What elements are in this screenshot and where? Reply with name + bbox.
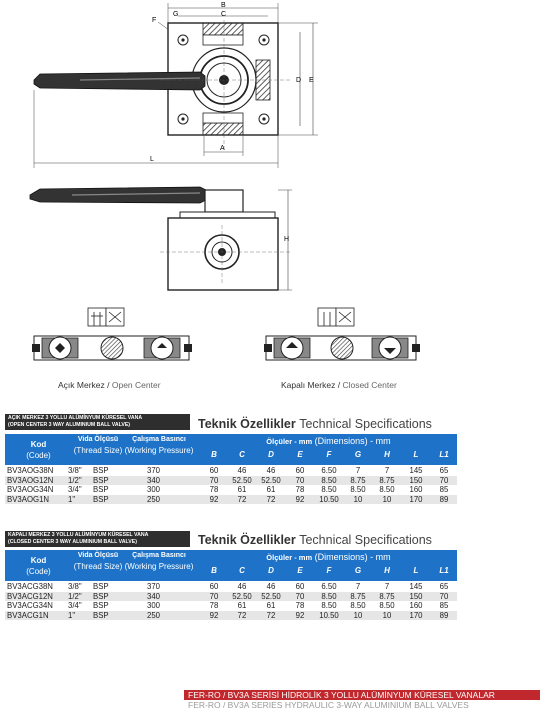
valve-top-view-drawing: [0, 0, 540, 175]
dim-cell-b: 70: [209, 591, 219, 601]
thread-size-header: Vida Ölçüsü (Thread Size): [73, 436, 123, 455]
closed-table-rows: [5, 582, 457, 620]
dim-cell-h: 8.50: [379, 601, 395, 610]
dim-cell-e: 92: [295, 494, 305, 504]
dim-cell-l: 150: [409, 475, 423, 485]
dim-col-l: L: [413, 566, 419, 575]
pressure-cell: 340: [147, 591, 161, 601]
dim-cell-g: 10: [353, 494, 363, 504]
dim-cell-l: 170: [409, 610, 423, 620]
dim-col-e: E: [297, 450, 303, 459]
dim-cell-l1: 65: [439, 582, 449, 591]
dim-col-e: E: [297, 566, 303, 575]
pressure-cell: 300: [147, 485, 161, 494]
closed-table-block-title: [5, 531, 190, 547]
table-row: [5, 485, 457, 495]
code-cell: BV3AOG1N: [7, 494, 50, 504]
dimension-columns: [200, 566, 457, 578]
dim-cell-c: 72: [237, 494, 247, 504]
thread-size-cell: 3/8": [68, 466, 82, 475]
dim-col-f: F: [326, 566, 332, 575]
dim-cell-g: 8.75: [350, 475, 366, 485]
dim-cell-c: 72: [237, 610, 247, 620]
dim-cell-l1: 65: [439, 466, 449, 475]
dim-cell-e: 70: [295, 591, 305, 601]
dim-cell-g: 8.50: [350, 485, 366, 494]
spec-title-tr: Teknik Özellikler: [198, 533, 296, 547]
code-cell: BV3ACG34N: [7, 601, 53, 610]
thread-size-header: Vida Ölçüsü (Thread Size): [73, 552, 123, 571]
thread-size-cell: 1": [68, 610, 76, 620]
closed-table-title-line1: KAPALI MERKEZ 3 YOLLU ALÜMİNYUM KÜRESEL VANA: [8, 532, 149, 538]
closed-center-en: Closed Center: [342, 380, 397, 390]
dim-cell-h: 8.75: [379, 591, 395, 601]
dim-cell-b: 70: [209, 475, 219, 485]
closed-center-caption: [281, 380, 397, 390]
thread-size-cell: 3/4": [68, 485, 82, 494]
dim-cell-d: 46: [266, 582, 276, 591]
code-cell: BV3ACG38N: [7, 582, 53, 591]
dim-cell-e: 78: [295, 601, 305, 610]
dim-col-d: D: [268, 566, 274, 575]
pressure-cell: 300: [147, 601, 161, 610]
dim-col-b: B: [211, 450, 217, 459]
dim-cell-l: 145: [409, 466, 423, 475]
code-cell: BV3AOG34N: [7, 485, 54, 494]
dim-cell-f: 8.50: [321, 601, 337, 610]
dim-cell-h: 8.75: [379, 475, 395, 485]
dim-label-b: B: [221, 2, 226, 9]
dim-cell-c: 61: [237, 601, 247, 610]
dim-cell-h: 10: [382, 610, 392, 620]
dim-cell-h: 8.50: [379, 485, 395, 494]
dim-cell-f: 8.50: [321, 591, 337, 601]
open-table-title-line1: AÇIK MERKEZ 3 YOLLU ALÜMİNYUM KÜRESEL VANA: [8, 415, 143, 421]
dim-label-f: F: [152, 17, 157, 24]
dim-col-l1: L1: [439, 450, 449, 459]
code-header: Kod (Code): [26, 440, 51, 460]
dim-cell-l1: 85: [439, 601, 449, 610]
dim-cell-d: 52.50: [261, 591, 281, 601]
pressure-cell: 340: [147, 475, 161, 485]
spec-title-tr: Teknik Özellikler: [198, 417, 296, 431]
dim-cell-l: 160: [409, 485, 423, 494]
dim-cell-f: 6.50: [321, 466, 337, 475]
dim-col-d: D: [268, 450, 274, 459]
dim-cell-g: 7: [355, 466, 361, 475]
thread-type-cell: BSP: [93, 610, 109, 620]
dim-cell-f: 8.50: [321, 485, 337, 494]
dim-col-h: H: [384, 450, 390, 459]
dim-cell-l1: 70: [439, 475, 449, 485]
thread-type-cell: BSP: [93, 466, 109, 475]
thread-type-cell: BSP: [93, 601, 109, 610]
open-table-header: [5, 434, 457, 465]
open-center-en: Open Center: [111, 380, 161, 390]
dimensions-header: Ölçüler - mm (Dimensions) - mm: [266, 552, 391, 562]
open-table-rows: [5, 466, 457, 504]
dim-cell-l1: 70: [439, 591, 449, 601]
open-center-tr: Açık Merkez: [58, 380, 105, 390]
footer-line1: FER-RO / BV3A SERİSİ HİDROLİK 3 YOLLU ALÜMİNYUM KÜRESEL VANALAR: [184, 690, 540, 700]
dim-cell-f: 10.50: [319, 494, 339, 504]
dim-cell-l1: 89: [439, 610, 449, 620]
working-pressure-header: Çalışma Basıncı (Working Pressure): [124, 436, 194, 455]
dim-col-f: F: [326, 450, 332, 459]
table-row: [5, 476, 457, 486]
table-row: [5, 592, 457, 602]
thread-size-cell: 3/8": [68, 582, 82, 591]
code-cell: BV3AOG38N: [7, 466, 54, 475]
dim-label-c: C: [221, 11, 227, 18]
table-row: [5, 611, 457, 621]
dim-col-c: C: [239, 566, 245, 575]
dim-cell-d: 72: [266, 610, 276, 620]
closed-center-tr: Kapalı Merkez: [281, 380, 336, 390]
valve-side-view-drawing: [0, 175, 540, 295]
dim-label-l: L: [150, 156, 154, 163]
dim-cell-c: 52.50: [232, 591, 252, 601]
dim-cell-f: 10.50: [319, 610, 339, 620]
pressure-cell: 370: [147, 466, 161, 475]
dim-cell-b: 78: [209, 485, 219, 494]
dim-cell-e: 60: [295, 466, 305, 475]
dim-label-e: E: [309, 77, 314, 84]
dim-col-l: L: [413, 450, 419, 459]
dim-cell-l: 170: [409, 494, 423, 504]
dim-cell-d: 52.50: [261, 475, 281, 485]
dim-cell-l: 150: [409, 591, 423, 601]
open-table-spec-title: [198, 417, 432, 431]
dim-cell-c: 52.50: [232, 475, 252, 485]
dimensions-header: Ölçüler - mm (Dimensions) - mm: [266, 436, 391, 446]
closed-table-header: [5, 550, 457, 581]
dim-col-b: B: [211, 566, 217, 575]
dim-cell-c: 61: [237, 485, 247, 494]
dim-cell-d: 72: [266, 494, 276, 504]
table-row: [5, 582, 457, 592]
dim-cell-g: 8.50: [350, 601, 366, 610]
dim-cell-e: 92: [295, 610, 305, 620]
thread-type-cell: BSP: [93, 494, 109, 504]
thread-size-cell: 3/4": [68, 601, 82, 610]
caption-separator: /: [335, 380, 343, 390]
dim-cell-g: 8.75: [350, 591, 366, 601]
working-pressure-header: Çalışma Basıncı (Working Pressure): [124, 552, 194, 571]
dim-cell-e: 70: [295, 475, 305, 485]
dim-cell-l1: 85: [439, 485, 449, 494]
open-center-caption: [58, 380, 161, 390]
table-row: [5, 495, 457, 505]
open-center-schematic: [30, 300, 195, 378]
dim-cell-f: 8.50: [321, 475, 337, 485]
spec-title-en: Technical Specifications: [299, 533, 432, 547]
closed-table-title-line2: (CLOSED CENTER 3 WAY ALUMINIUM BALL VALVE): [8, 539, 137, 545]
dim-cell-l1: 89: [439, 494, 449, 504]
dim-label-g: G: [173, 11, 179, 18]
thread-size-cell: 1": [68, 494, 76, 504]
dim-cell-b: 92: [209, 494, 219, 504]
closed-table-spec-title: [198, 533, 432, 547]
dim-label-a: A: [220, 145, 225, 152]
pressure-cell: 250: [147, 494, 161, 504]
code-header: Kod (Code): [26, 556, 51, 576]
spec-title-en: Technical Specifications: [299, 417, 432, 431]
dim-cell-d: 46: [266, 466, 276, 475]
dim-col-c: C: [239, 450, 245, 459]
dim-cell-g: 7: [355, 582, 361, 591]
dimension-columns: [200, 450, 457, 462]
table-row: [5, 466, 457, 476]
dim-col-l1: L1: [439, 566, 449, 575]
dim-label-d: D: [296, 77, 302, 84]
code-cell: BV3AOG12N: [7, 475, 54, 485]
dim-cell-e: 78: [295, 485, 305, 494]
dim-cell-b: 60: [209, 582, 219, 591]
dim-col-g: G: [354, 566, 362, 575]
dim-cell-c: 46: [237, 466, 247, 475]
dim-cell-e: 60: [295, 582, 305, 591]
thread-size-cell: 1/2": [68, 591, 82, 601]
dim-cell-g: 10: [353, 610, 363, 620]
thread-type-cell: BSP: [93, 475, 109, 485]
dim-cell-d: 61: [266, 601, 276, 610]
dim-col-h: H: [384, 566, 390, 575]
dim-cell-l: 145: [409, 582, 423, 591]
dim-cell-h: 10: [382, 494, 392, 504]
dim-cell-c: 46: [237, 582, 247, 591]
dim-cell-d: 61: [266, 485, 276, 494]
thread-type-cell: BSP: [93, 582, 109, 591]
dim-label-h: H: [284, 236, 290, 243]
open-table-block-title: [5, 414, 190, 430]
thread-type-cell: BSP: [93, 591, 109, 601]
code-cell: BV3ACG12N: [7, 591, 53, 601]
table-row: [5, 601, 457, 611]
dim-cell-b: 60: [209, 466, 219, 475]
thread-type-cell: BSP: [93, 485, 109, 494]
caption-separator: /: [104, 380, 112, 390]
dim-cell-f: 6.50: [321, 582, 337, 591]
code-cell: BV3ACG1N: [7, 610, 49, 620]
dim-cell-h: 7: [384, 466, 390, 475]
pressure-cell: 250: [147, 610, 161, 620]
dim-cell-h: 7: [384, 582, 390, 591]
thread-size-cell: 1/2": [68, 475, 82, 485]
dim-col-g: G: [354, 450, 362, 459]
dim-cell-l: 160: [409, 601, 423, 610]
pressure-cell: 370: [147, 582, 161, 591]
dim-cell-b: 92: [209, 610, 219, 620]
open-table-title-line2: (OPEN CENTER 3 WAY ALUMINIUM BALL VALVE): [8, 422, 131, 428]
closed-center-schematic: [262, 300, 422, 378]
dim-cell-b: 78: [209, 601, 219, 610]
footer-line2: FER-RO / BV3A SERIES HYDRAULIC 3-WAY ALUMINIUM BALL VALVES: [188, 700, 469, 710]
